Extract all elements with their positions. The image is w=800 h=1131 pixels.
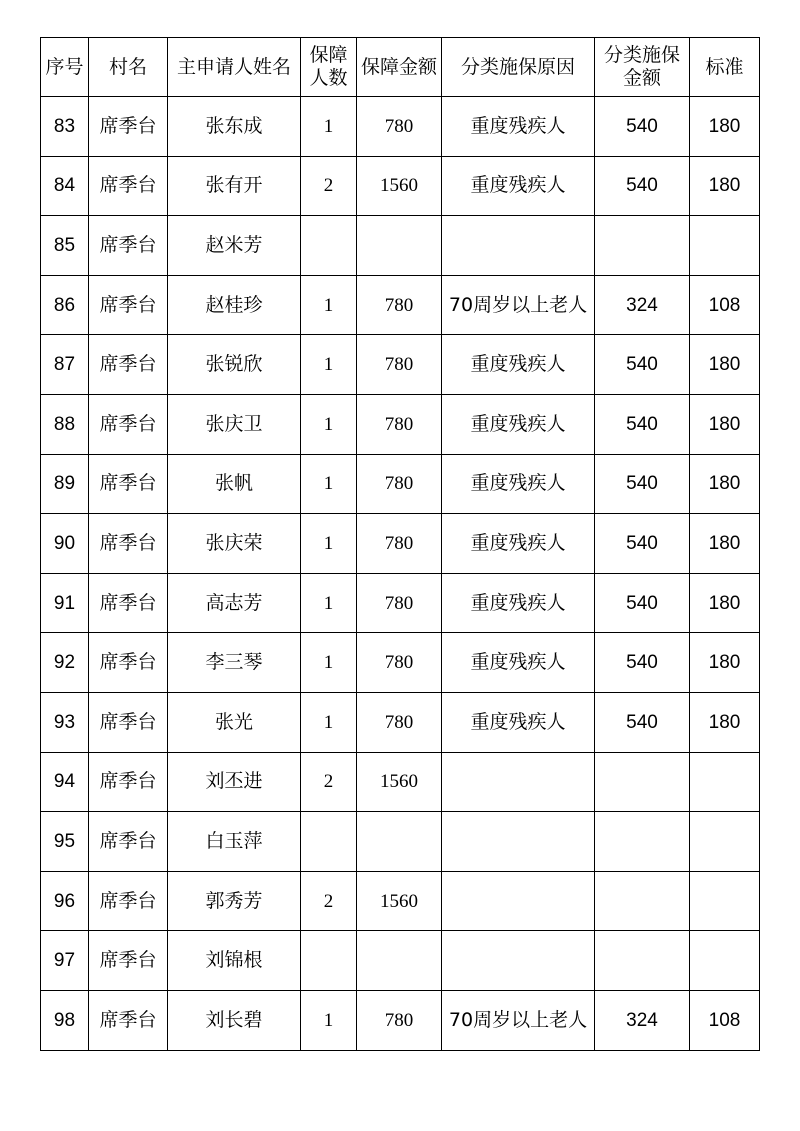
table-row bbox=[41, 394, 760, 454]
cell-applicant: 白玉萍 bbox=[168, 812, 301, 872]
cell-reason: 重度残疾人 bbox=[442, 692, 595, 752]
cell-amount bbox=[357, 216, 442, 276]
cell-seq: 95 bbox=[41, 812, 89, 872]
cell-seq: 87 bbox=[41, 335, 89, 395]
cell-amount: 780 bbox=[357, 454, 442, 514]
cell-applicant: 赵桂珍 bbox=[168, 275, 301, 335]
cell-count: 1 bbox=[301, 692, 357, 752]
cell-amount: 780 bbox=[357, 692, 442, 752]
cell-count bbox=[301, 216, 357, 276]
cell-reason bbox=[442, 812, 595, 872]
cell-class-amount bbox=[595, 812, 690, 872]
cell-amount: 780 bbox=[357, 275, 442, 335]
cell-amount: 780 bbox=[357, 573, 442, 633]
table-row bbox=[41, 156, 760, 216]
cell-class-amount bbox=[595, 871, 690, 931]
cell-seq: 84 bbox=[41, 156, 89, 216]
cell-standard bbox=[690, 871, 760, 931]
table-row bbox=[41, 752, 760, 812]
cell-class-amount: 540 bbox=[595, 97, 690, 157]
cell-amount: 1560 bbox=[357, 156, 442, 216]
cell-standard: 180 bbox=[690, 335, 760, 395]
cell-village: 席季台 bbox=[89, 812, 168, 872]
cell-reason bbox=[442, 871, 595, 931]
cell-standard: 180 bbox=[690, 454, 760, 514]
cell-seq: 85 bbox=[41, 216, 89, 276]
cell-village: 席季台 bbox=[89, 990, 168, 1050]
cell-class-amount: 540 bbox=[595, 633, 690, 693]
cell-applicant: 刘长碧 bbox=[168, 990, 301, 1050]
cell-village: 席季台 bbox=[89, 573, 168, 633]
cell-count: 1 bbox=[301, 97, 357, 157]
cell-standard: 180 bbox=[690, 692, 760, 752]
cell-seq: 83 bbox=[41, 97, 89, 157]
table-row bbox=[41, 216, 760, 276]
cell-reason: 重度残疾人 bbox=[442, 394, 595, 454]
cell-standard bbox=[690, 216, 760, 276]
cell-reason: 重度残疾人 bbox=[442, 573, 595, 633]
cell-village: 席季台 bbox=[89, 871, 168, 931]
table-body bbox=[41, 97, 760, 1051]
cell-village: 席季台 bbox=[89, 335, 168, 395]
cell-standard: 108 bbox=[690, 990, 760, 1050]
table-row bbox=[41, 633, 760, 693]
cell-village: 席季台 bbox=[89, 931, 168, 991]
cell-reason bbox=[442, 931, 595, 991]
cell-seq: 96 bbox=[41, 871, 89, 931]
cell-standard: 180 bbox=[690, 156, 760, 216]
cell-count: 2 bbox=[301, 871, 357, 931]
cell-standard: 180 bbox=[690, 97, 760, 157]
cell-village: 席季台 bbox=[89, 514, 168, 574]
cell-reason: 重度残疾人 bbox=[442, 514, 595, 574]
cell-count: 1 bbox=[301, 335, 357, 395]
header-seq: 序号 bbox=[41, 38, 89, 97]
cell-seq: 90 bbox=[41, 514, 89, 574]
cell-class-amount bbox=[595, 931, 690, 991]
cell-count: 1 bbox=[301, 454, 357, 514]
cell-standard: 108 bbox=[690, 275, 760, 335]
cell-applicant: 张庆荣 bbox=[168, 514, 301, 574]
cell-amount bbox=[357, 931, 442, 991]
cell-standard bbox=[690, 931, 760, 991]
cell-amount: 1560 bbox=[357, 752, 442, 812]
cell-standard: 180 bbox=[690, 573, 760, 633]
cell-applicant: 张东成 bbox=[168, 97, 301, 157]
header-row bbox=[41, 38, 760, 97]
cell-class-amount: 540 bbox=[595, 156, 690, 216]
table-row bbox=[41, 275, 760, 335]
cell-count bbox=[301, 931, 357, 991]
header-applicant: 主申请人姓名 bbox=[168, 38, 301, 97]
cell-reason: 重度残疾人 bbox=[442, 156, 595, 216]
cell-amount: 780 bbox=[357, 394, 442, 454]
cell-village: 席季台 bbox=[89, 156, 168, 216]
table-row bbox=[41, 871, 760, 931]
cell-count: 1 bbox=[301, 394, 357, 454]
cell-applicant: 郭秀芳 bbox=[168, 871, 301, 931]
cell-village: 席季台 bbox=[89, 692, 168, 752]
cell-applicant: 张锐欣 bbox=[168, 335, 301, 395]
cell-count: 1 bbox=[301, 514, 357, 574]
cell-reason: 70周岁以上老人 bbox=[442, 990, 595, 1050]
cell-applicant: 刘锦根 bbox=[168, 931, 301, 991]
cell-applicant: 高志芳 bbox=[168, 573, 301, 633]
cell-seq: 92 bbox=[41, 633, 89, 693]
cell-count bbox=[301, 812, 357, 872]
cell-amount: 780 bbox=[357, 990, 442, 1050]
cell-reason: 重度残疾人 bbox=[442, 633, 595, 693]
cell-amount bbox=[357, 812, 442, 872]
table-row bbox=[41, 335, 760, 395]
cell-applicant: 赵米芳 bbox=[168, 216, 301, 276]
cell-seq: 94 bbox=[41, 752, 89, 812]
cell-count: 1 bbox=[301, 275, 357, 335]
cell-reason bbox=[442, 752, 595, 812]
cell-count: 2 bbox=[301, 752, 357, 812]
cell-village: 席季台 bbox=[89, 394, 168, 454]
cell-class-amount bbox=[595, 216, 690, 276]
cell-class-amount: 540 bbox=[595, 394, 690, 454]
cell-applicant: 张帆 bbox=[168, 454, 301, 514]
cell-class-amount: 540 bbox=[595, 335, 690, 395]
cell-count: 1 bbox=[301, 633, 357, 693]
cell-seq: 88 bbox=[41, 394, 89, 454]
header-class-amount: 分类施保金额 bbox=[595, 38, 690, 97]
cell-standard: 180 bbox=[690, 514, 760, 574]
cell-amount: 780 bbox=[357, 514, 442, 574]
cell-village: 席季台 bbox=[89, 216, 168, 276]
header-amount: 保障金额 bbox=[357, 38, 442, 97]
cell-applicant: 张庆卫 bbox=[168, 394, 301, 454]
cell-village: 席季台 bbox=[89, 97, 168, 157]
cell-reason: 重度残疾人 bbox=[442, 97, 595, 157]
cell-class-amount: 540 bbox=[595, 573, 690, 633]
table-row bbox=[41, 931, 760, 991]
cell-count: 1 bbox=[301, 573, 357, 633]
cell-seq: 97 bbox=[41, 931, 89, 991]
cell-standard: 180 bbox=[690, 394, 760, 454]
cell-amount: 780 bbox=[357, 335, 442, 395]
cell-amount: 1560 bbox=[357, 871, 442, 931]
cell-standard bbox=[690, 812, 760, 872]
cell-reason: 重度残疾人 bbox=[442, 454, 595, 514]
cell-class-amount bbox=[595, 752, 690, 812]
table-row bbox=[41, 990, 760, 1050]
cell-standard bbox=[690, 752, 760, 812]
cell-seq: 86 bbox=[41, 275, 89, 335]
table-row bbox=[41, 97, 760, 157]
cell-reason: 重度残疾人 bbox=[442, 335, 595, 395]
cell-applicant: 张光 bbox=[168, 692, 301, 752]
cell-class-amount: 324 bbox=[595, 990, 690, 1050]
cell-class-amount: 540 bbox=[595, 514, 690, 574]
cell-class-amount: 540 bbox=[595, 454, 690, 514]
assistance-roster-table bbox=[40, 37, 760, 1051]
cell-applicant: 刘丕进 bbox=[168, 752, 301, 812]
header-village: 村名 bbox=[89, 38, 168, 97]
cell-amount: 780 bbox=[357, 633, 442, 693]
table-row bbox=[41, 692, 760, 752]
cell-village: 席季台 bbox=[89, 454, 168, 514]
cell-count: 2 bbox=[301, 156, 357, 216]
cell-seq: 98 bbox=[41, 990, 89, 1050]
cell-reason bbox=[442, 216, 595, 276]
header-count: 保障人数 bbox=[301, 38, 357, 97]
table-row bbox=[41, 454, 760, 514]
cell-count: 1 bbox=[301, 990, 357, 1050]
table-row bbox=[41, 812, 760, 872]
cell-class-amount: 324 bbox=[595, 275, 690, 335]
table-row bbox=[41, 573, 760, 633]
table-row bbox=[41, 514, 760, 574]
cell-applicant: 张有开 bbox=[168, 156, 301, 216]
cell-village: 席季台 bbox=[89, 275, 168, 335]
cell-class-amount: 540 bbox=[595, 692, 690, 752]
cell-applicant: 李三琴 bbox=[168, 633, 301, 693]
cell-seq: 91 bbox=[41, 573, 89, 633]
cell-reason: 70周岁以上老人 bbox=[442, 275, 595, 335]
cell-village: 席季台 bbox=[89, 633, 168, 693]
cell-standard: 180 bbox=[690, 633, 760, 693]
cell-seq: 93 bbox=[41, 692, 89, 752]
cell-village: 席季台 bbox=[89, 752, 168, 812]
cell-seq: 89 bbox=[41, 454, 89, 514]
header-reason: 分类施保原因 bbox=[442, 38, 595, 97]
cell-amount: 780 bbox=[357, 97, 442, 157]
header-standard: 标准 bbox=[690, 38, 760, 97]
